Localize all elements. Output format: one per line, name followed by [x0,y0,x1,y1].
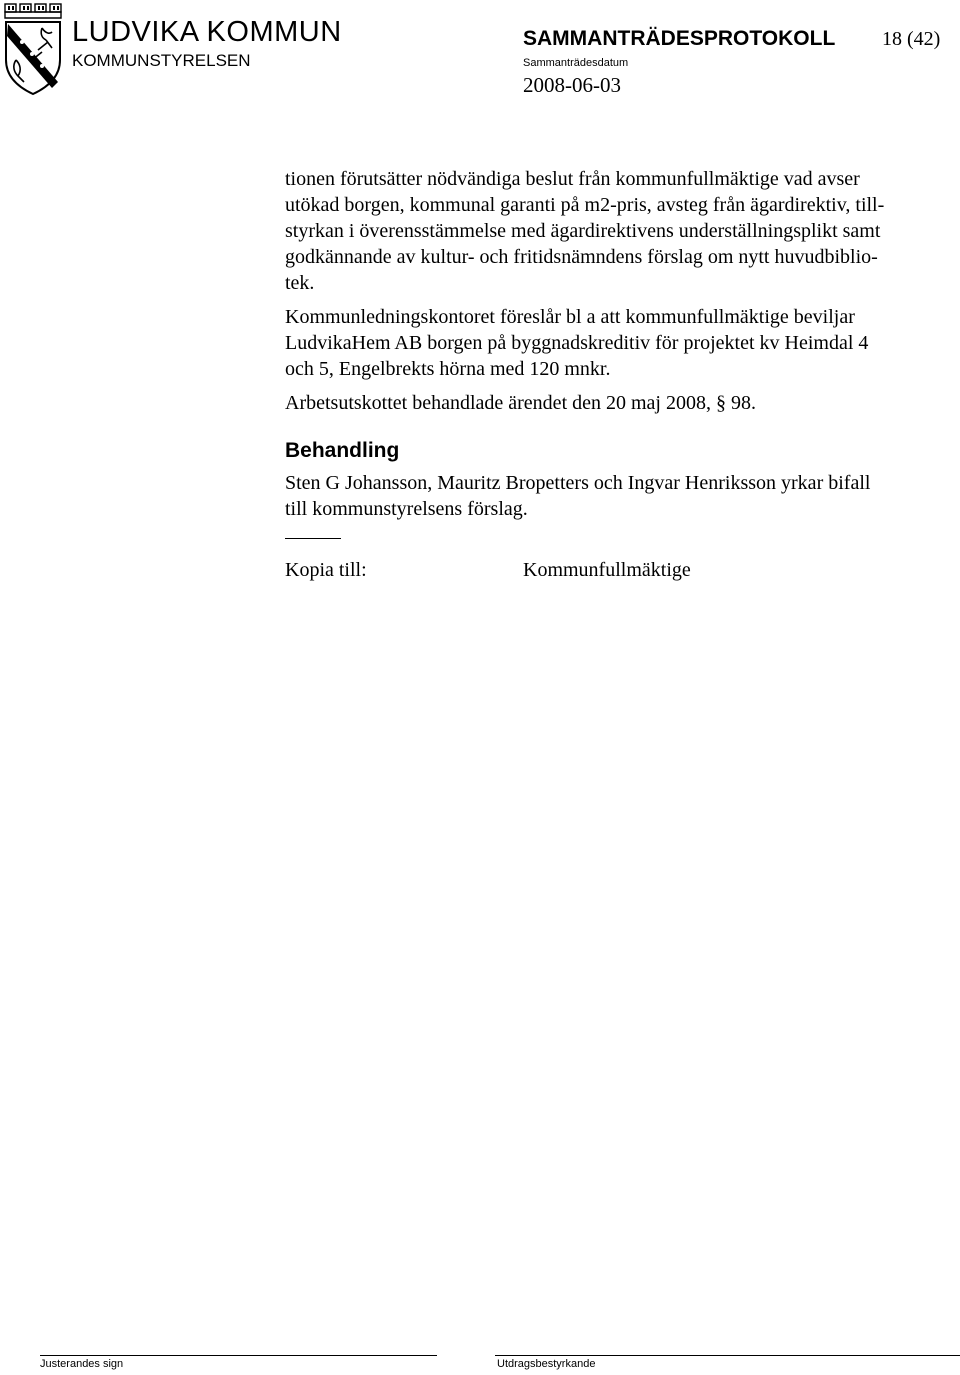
signature-line-left [40,1355,437,1356]
meeting-date-label: Sammanträdesdatum [523,57,629,69]
text-line: tek. [285,272,315,294]
paragraph-proposal [285,304,950,382]
copy-to-label: Kopia till: [285,559,367,581]
text-line: tionen förutsätter nödvändiga beslut från kommunfullmäktige vad avser [285,168,860,190]
text-line: styrkan i överensstämmelse med ägardirektivens underställningsplikt samt [285,220,881,242]
document-body [285,166,950,583]
text-line: Sten G Johansson, Mauritz Bropetters och Ingvar Henriksson yrkar bifall [285,472,871,494]
page-header [0,0,960,110]
text-line: godkännande av kultur- och fritidsnämndens förslag om nytt huvudbiblio- [285,246,878,268]
separator-rule [285,538,341,539]
coat-of-arms-icon [2,2,64,96]
copy-to-recipient: Kommunfullmäktige [523,559,691,581]
organization-unit: KOMMUNSTYRELSEN [72,51,251,70]
extract-certification-label: Utdragsbestyrkande [497,1358,596,1370]
organization-name: LUDVIKA KOMMUN [72,16,342,48]
page-number: 18 (42) [882,28,941,50]
copy-to-row [285,557,950,583]
meeting-date: 2008-06-03 [523,73,621,97]
paragraph-motion [285,470,950,522]
text-line: LudvikaHem AB borgen på byggnadskreditiv för projektet kv Heimdal 4 [285,332,869,354]
section-heading-behandling: Behandling [285,439,400,462]
text-line: Kommunledningskontoret föreslår bl a att kommunfullmäktige beviljar [285,306,855,328]
adjuster-signature-label: Justerandes sign [40,1358,124,1370]
text-line: till kommunstyrelsens förslag. [285,498,528,520]
paragraph-continuation [285,166,950,296]
signature-line-right [495,1355,960,1356]
text-line: och 5, Engelbrekts hörna med 120 mnkr. [285,358,611,380]
paragraph-committee: Arbetsutskottet behandlade ärendet den 20 maj 2008, § 98. [285,392,756,414]
text-line: utökad borgen, kommunal garanti på m2-pris, avsteg från ägardirektiv, till- [285,194,885,216]
document-type-title: SAMMANTRÄDESPROTOKOLL [523,27,836,50]
